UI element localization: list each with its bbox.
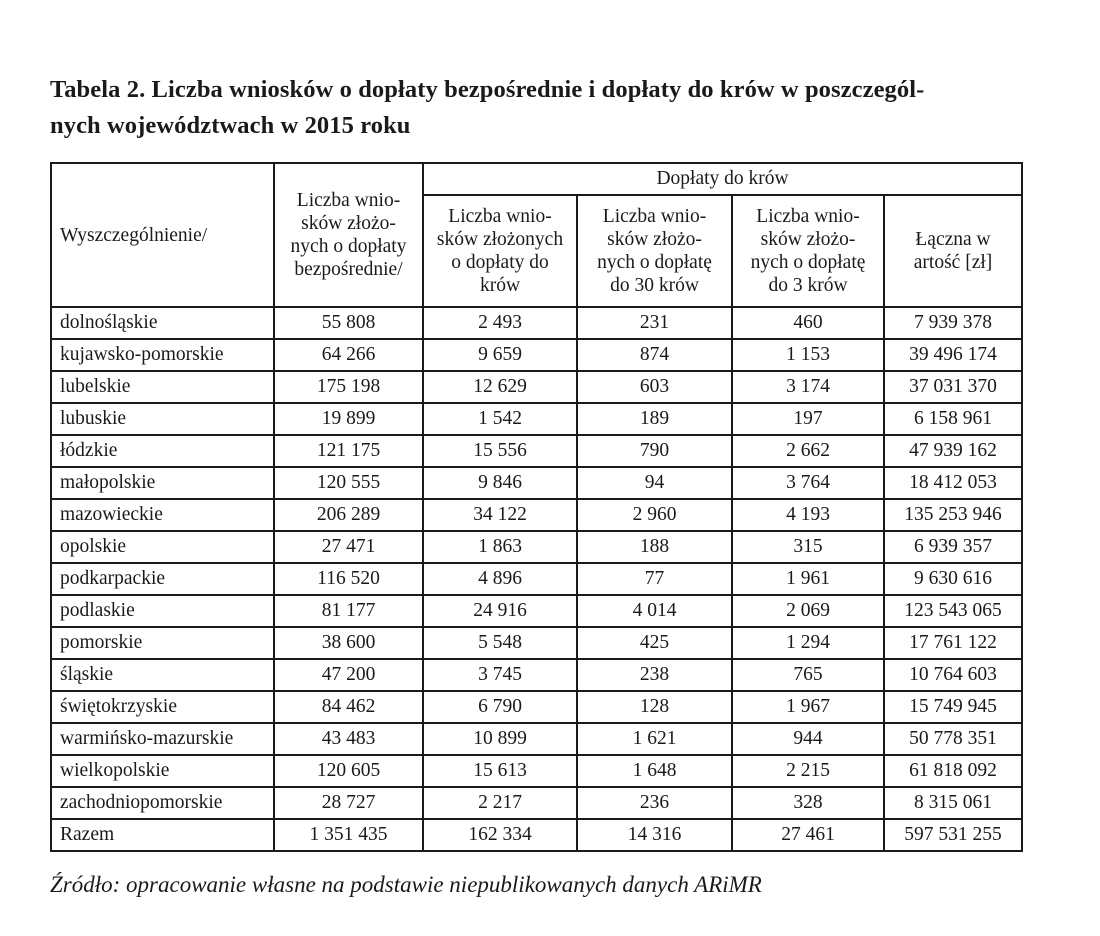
table-row (51, 755, 1022, 787)
header-sub-line: sków złożonych (436, 229, 564, 250)
value-cell: 50 778 351 (884, 723, 1022, 755)
value-cell: 790 (577, 435, 732, 467)
table-row (51, 563, 1022, 595)
table-row (51, 659, 1022, 691)
region-cell: małopolskie (51, 467, 274, 499)
value-cell: 10 764 603 (884, 659, 1022, 691)
header-sub-line: Liczba wnio- (756, 206, 860, 227)
header-cow-payments-group: Dopłaty do krów (423, 163, 1022, 195)
value-cell: 1 863 (423, 531, 577, 563)
header-sub-line: o dopłaty do (451, 252, 549, 273)
value-cell: 27 461 (732, 819, 884, 851)
value-cell: 24 916 (423, 595, 577, 627)
value-cell: 4 193 (732, 499, 884, 531)
value-cell: 2 662 (732, 435, 884, 467)
header-sub-line: Łączna w (915, 229, 991, 250)
value-cell: 188 (577, 531, 732, 563)
header-direct-payments (274, 163, 423, 307)
value-cell: 1 961 (732, 563, 884, 595)
value-cell: 944 (732, 723, 884, 755)
header-up-to-3-cows (732, 195, 884, 307)
value-cell: 1 351 435 (274, 819, 423, 851)
value-cell: 425 (577, 627, 732, 659)
value-cell: 27 471 (274, 531, 423, 563)
value-cell: 231 (577, 307, 732, 339)
table-row (51, 435, 1022, 467)
value-cell: 328 (732, 787, 884, 819)
value-cell: 1 542 (423, 403, 577, 435)
header-row-1 (51, 163, 1022, 195)
value-cell: 43 483 (274, 723, 423, 755)
value-cell: 4 896 (423, 563, 577, 595)
value-cell: 3 745 (423, 659, 577, 691)
header-sub-line: krów (479, 275, 521, 296)
value-cell: 47 200 (274, 659, 423, 691)
value-cell: 64 266 (274, 339, 423, 371)
region-cell: mazowieckie (51, 499, 274, 531)
table-row (51, 307, 1022, 339)
value-cell: 9 659 (423, 339, 577, 371)
value-cell: 120 555 (274, 467, 423, 499)
table-row (51, 339, 1022, 371)
value-cell: 765 (732, 659, 884, 691)
header-direct-line: bezpośrednie/ (294, 259, 403, 280)
data-table (50, 162, 1023, 852)
value-cell: 121 175 (274, 435, 423, 467)
region-cell: podkarpackie (51, 563, 274, 595)
value-cell: 81 177 (274, 595, 423, 627)
table-title-line-2: nych województwach w 2015 roku (50, 112, 411, 139)
value-cell: 315 (732, 531, 884, 563)
value-cell: 2 217 (423, 787, 577, 819)
total-row (51, 819, 1022, 851)
value-cell: 84 462 (274, 691, 423, 723)
value-cell: 3 174 (732, 371, 884, 403)
region-cell: lubelskie (51, 371, 274, 403)
value-cell: 6 790 (423, 691, 577, 723)
value-cell: 162 334 (423, 819, 577, 851)
region-cell: Razem (51, 819, 274, 851)
table-row (51, 723, 1022, 755)
table-row (51, 787, 1022, 819)
value-cell: 18 412 053 (884, 467, 1022, 499)
value-cell: 94 (577, 467, 732, 499)
region-cell: opolskie (51, 531, 274, 563)
header-direct-line: nych o dopłaty (290, 236, 407, 257)
table-row (51, 467, 1022, 499)
table-row (51, 595, 1022, 627)
header-sub-line: sków złożo- (607, 229, 702, 250)
header-sub-line: Liczba wnio- (448, 206, 552, 227)
region-cell: śląskie (51, 659, 274, 691)
header-cow-applications (423, 195, 577, 307)
source-note: Źródło: opracowanie własne na podstawie niepublikowanych danych ARiMR (50, 872, 762, 897)
value-cell: 2 493 (423, 307, 577, 339)
region-cell: dolnośląskie (51, 307, 274, 339)
value-cell: 5 548 (423, 627, 577, 659)
value-cell: 128 (577, 691, 732, 723)
region-cell: warmińsko-mazurskie (51, 723, 274, 755)
value-cell: 8 315 061 (884, 787, 1022, 819)
value-cell: 39 496 174 (884, 339, 1022, 371)
value-cell: 38 600 (274, 627, 423, 659)
region-cell: kujawsko-pomorskie (51, 339, 274, 371)
value-cell: 4 014 (577, 595, 732, 627)
value-cell: 135 253 946 (884, 499, 1022, 531)
value-cell: 14 316 (577, 819, 732, 851)
region-cell: lubuskie (51, 403, 274, 435)
value-cell: 47 939 162 (884, 435, 1022, 467)
header-sub-line: do 30 krów (610, 275, 699, 296)
table-row (51, 371, 1022, 403)
value-cell: 12 629 (423, 371, 577, 403)
value-cell: 238 (577, 659, 732, 691)
value-cell: 1 153 (732, 339, 884, 371)
value-cell: 1 967 (732, 691, 884, 723)
region-cell: podlaskie (51, 595, 274, 627)
value-cell: 2 069 (732, 595, 884, 627)
region-cell: pomorskie (51, 627, 274, 659)
table-title-line-1: Tabela 2. Liczba wniosków o dopłaty bezpośrednie i dopłaty do krów w poszczegól- (50, 76, 925, 103)
value-cell: 15 613 (423, 755, 577, 787)
value-cell: 9 630 616 (884, 563, 1022, 595)
header-region: Wyszczególnienie/ (51, 163, 274, 307)
value-cell: 34 122 (423, 499, 577, 531)
header-direct-line: sków złożo- (301, 213, 396, 234)
value-cell: 7 939 378 (884, 307, 1022, 339)
value-cell: 1 648 (577, 755, 732, 787)
value-cell: 206 289 (274, 499, 423, 531)
table-row (51, 627, 1022, 659)
value-cell: 19 899 (274, 403, 423, 435)
value-cell: 175 198 (274, 371, 423, 403)
value-cell: 15 556 (423, 435, 577, 467)
value-cell: 9 846 (423, 467, 577, 499)
value-cell: 236 (577, 787, 732, 819)
value-cell: 1 294 (732, 627, 884, 659)
value-cell: 77 (577, 563, 732, 595)
value-cell: 6 158 961 (884, 403, 1022, 435)
value-cell: 597 531 255 (884, 819, 1022, 851)
value-cell: 55 808 (274, 307, 423, 339)
header-sub-line: do 3 krów (768, 275, 848, 296)
region-cell: łódzkie (51, 435, 274, 467)
table-title (50, 72, 1060, 144)
header-sub-line: Liczba wnio- (602, 206, 707, 227)
value-cell: 123 543 065 (884, 595, 1022, 627)
value-cell: 37 031 370 (884, 371, 1022, 403)
value-cell: 28 727 (274, 787, 423, 819)
header-sub-line: nych o dopłatę (597, 252, 712, 273)
header-direct-line: Liczba wnio- (296, 190, 401, 211)
value-cell: 6 939 357 (884, 531, 1022, 563)
header-up-to-30-cows (577, 195, 732, 307)
value-cell: 460 (732, 307, 884, 339)
value-cell: 116 520 (274, 563, 423, 595)
header-sub-line: artość [zł] (913, 252, 993, 273)
value-cell: 189 (577, 403, 732, 435)
table-row (51, 531, 1022, 563)
value-cell: 120 605 (274, 755, 423, 787)
region-cell: zachodniopomorskie (51, 787, 274, 819)
value-cell: 603 (577, 371, 732, 403)
region-cell: świętokrzyskie (51, 691, 274, 723)
value-cell: 1 621 (577, 723, 732, 755)
header-sub-line: nych o dopłatę (750, 252, 866, 273)
value-cell: 874 (577, 339, 732, 371)
value-cell: 15 749 945 (884, 691, 1022, 723)
table-row (51, 691, 1022, 723)
header-sub-line: sków złożo- (760, 229, 856, 250)
value-cell: 2 215 (732, 755, 884, 787)
table-row (51, 499, 1022, 531)
region-cell: wielkopolskie (51, 755, 274, 787)
value-cell: 17 761 122 (884, 627, 1022, 659)
value-cell: 197 (732, 403, 884, 435)
header-total-value (884, 195, 1022, 307)
value-cell: 2 960 (577, 499, 732, 531)
value-cell: 61 818 092 (884, 755, 1022, 787)
value-cell: 10 899 (423, 723, 577, 755)
table-row (51, 403, 1022, 435)
value-cell: 3 764 (732, 467, 884, 499)
